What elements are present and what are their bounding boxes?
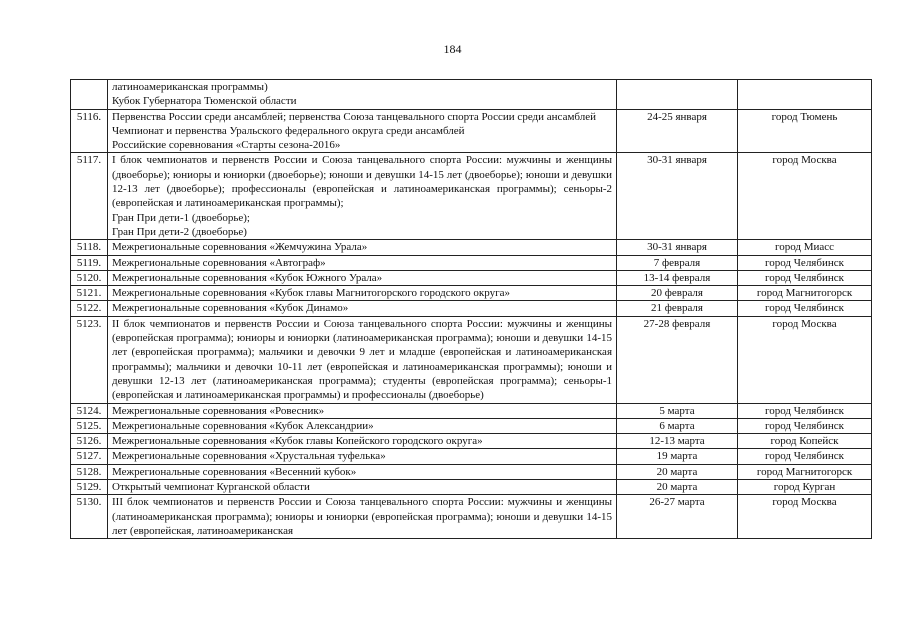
event-place: город Челябинск: [738, 270, 872, 285]
event-place: [738, 80, 872, 110]
event-name: [108, 109, 617, 153]
event-line: Гран При дети-2 (двоеборье): [112, 225, 247, 238]
event-date: 30-31 января: [617, 240, 738, 255]
event-date: 12-13 марта: [617, 434, 738, 449]
event-date: 20 февраля: [617, 286, 738, 301]
event-name: [108, 480, 617, 495]
event-number: 5118.: [71, 240, 108, 255]
event-number: 5126.: [71, 434, 108, 449]
event-place: город Челябинск: [738, 255, 872, 270]
table-row: [71, 109, 872, 153]
table-row: [71, 480, 872, 495]
table-row: [71, 403, 872, 418]
event-place: город Челябинск: [738, 418, 872, 433]
event-line: Межрегиональные соревнования «Ровесник»: [112, 404, 325, 417]
event-line: Гран При дети-1 (двоеборье);: [112, 211, 250, 224]
event-place: город Москва: [738, 153, 872, 240]
event-name: [108, 301, 617, 316]
event-date: 13-14 февраля: [617, 270, 738, 285]
event-number: 5129.: [71, 480, 108, 495]
event-name: [108, 80, 617, 110]
event-date: 6 марта: [617, 418, 738, 433]
event-number: 5123.: [71, 316, 108, 403]
event-place: город Челябинск: [738, 403, 872, 418]
event-date: 19 марта: [617, 449, 738, 464]
event-place: город Москва: [738, 495, 872, 539]
event-number: 5127.: [71, 449, 108, 464]
event-number: 5121.: [71, 286, 108, 301]
event-line: II блок чемпионатов и первенств России и Союза танцевального спорта России: мужчины и женщины (европейская программа); юниоры и юниорки (латиноамериканская программа); юноши и девушки 14-15 лет (европейская программа); мальчики и девочки 9 лет и младше (европейская и латиноамериканская программы); мальчики и девочки 10-11 лет (европейская и латиноамериканская программы); юноши и девушки 12-13 лет (латиноамериканская программа); студенты (европейская программа); сеньоры-1 (европейская и латиноамериканская программы) и профессионалы (двоеборье): [112, 317, 612, 402]
table-row: [71, 270, 872, 285]
event-place: город Магнитогорск: [738, 464, 872, 479]
event-line: III блок чемпионатов и первенств России и Союза танцевального спорта России: мужчины и женщины (латиноамериканская программа); юниоры и юниорки (европейская программа); юноши и девушки 14-15 лет (европейская, латиноамериканская: [112, 496, 612, 537]
event-place: город Курган: [738, 480, 872, 495]
event-line: Первенства России среди ансамблей; первенства Союза танцевального спорта России среди ансамблей: [112, 110, 596, 123]
event-name: [108, 286, 617, 301]
event-place: город Москва: [738, 316, 872, 403]
event-number: 5116.: [71, 109, 108, 153]
table-row: [71, 240, 872, 255]
event-place: город Тюмень: [738, 109, 872, 153]
table-row: [71, 449, 872, 464]
event-date: [617, 80, 738, 110]
event-date: 26-27 марта: [617, 495, 738, 539]
page-number: 184: [443, 42, 462, 56]
event-number: 5122.: [71, 301, 108, 316]
event-line: латиноамериканская программы): [112, 81, 268, 93]
event-line: Кубок Губернатора Тюменской области: [112, 95, 297, 108]
event-line: Межрегиональные соревнования «Кубок главы Копейского городского округа»: [112, 435, 483, 448]
table-row: [71, 255, 872, 270]
event-number: 5124.: [71, 403, 108, 418]
event-name: [108, 316, 617, 403]
event-date: 7 февраля: [617, 255, 738, 270]
table-row: [71, 301, 872, 316]
event-name: [108, 464, 617, 479]
table-row: [71, 495, 872, 539]
event-line: Межрегиональные соревнования «Автограф»: [112, 256, 326, 269]
event-name: [108, 434, 617, 449]
event-line: Чемпионат и первенства Уральского федерального округа среди ансамблей: [112, 124, 465, 137]
event-number: [71, 80, 108, 110]
event-number: 5117.: [71, 153, 108, 240]
event-date: 27-28 февраля: [617, 316, 738, 403]
event-name: [108, 403, 617, 418]
event-number: 5125.: [71, 418, 108, 433]
event-date: 24-25 января: [617, 109, 738, 153]
event-date: 20 марта: [617, 480, 738, 495]
event-date: 30-31 января: [617, 153, 738, 240]
event-date: 20 марта: [617, 464, 738, 479]
table-row: [71, 464, 872, 479]
event-line: Межрегиональные соревнования «Весенний кубок»: [112, 465, 357, 478]
event-number: 5119.: [71, 255, 108, 270]
event-line: Межрегиональные соревнования «Хрустальная туфелька»: [112, 450, 386, 463]
event-line: Открытый чемпионат Курганской области: [112, 481, 310, 494]
event-number: 5120.: [71, 270, 108, 285]
event-number: 5128.: [71, 464, 108, 479]
event-name: [108, 270, 617, 285]
event-line: I блок чемпионатов и первенств России и Союза танцевального спорта России: мужчины и женщины (двоеборье); юниоры и юниорки (двоеборье); юноши и девушки 14-15 лет (двоеборье); юноши и девушки 12-13 лет (двоеборье); профессионалы (европейская и латиноамериканская программы); сеньоры-2 (европейская и латиноамериканская программы);: [112, 154, 612, 210]
event-name: [108, 255, 617, 270]
event-date: 21 февраля: [617, 301, 738, 316]
event-name: [108, 418, 617, 433]
event-name: [108, 495, 617, 539]
event-number: 5130.: [71, 495, 108, 539]
event-line: Межрегиональные соревнования «Кубок главы Магнитогорского городского округа»: [112, 287, 511, 300]
event-place: город Копейск: [738, 434, 872, 449]
event-place: город Челябинск: [738, 449, 872, 464]
table-row: [71, 286, 872, 301]
event-line: Межрегиональные соревнования «Кубок Динамо»: [112, 302, 349, 315]
event-place: город Магнитогорск: [738, 286, 872, 301]
table-row: [71, 434, 872, 449]
event-line: Межрегиональные соревнования «Жемчужина Урала»: [112, 241, 368, 254]
event-name: [108, 449, 617, 464]
event-line: Российские соревнования «Старты сезона-2016»: [112, 139, 341, 152]
event-place: город Миасс: [738, 240, 872, 255]
table-row: [71, 316, 872, 403]
table-row: [71, 153, 872, 240]
event-line: Межрегиональные соревнования «Кубок Александрии»: [112, 419, 374, 432]
event-date: 5 марта: [617, 403, 738, 418]
event-place: город Челябинск: [738, 301, 872, 316]
event-name: [108, 240, 617, 255]
table-row: [71, 80, 872, 110]
table-row: [71, 418, 872, 433]
events-table: [70, 79, 872, 539]
event-line: Межрегиональные соревнования «Кубок Южного Урала»: [112, 271, 383, 284]
event-name: [108, 153, 617, 240]
